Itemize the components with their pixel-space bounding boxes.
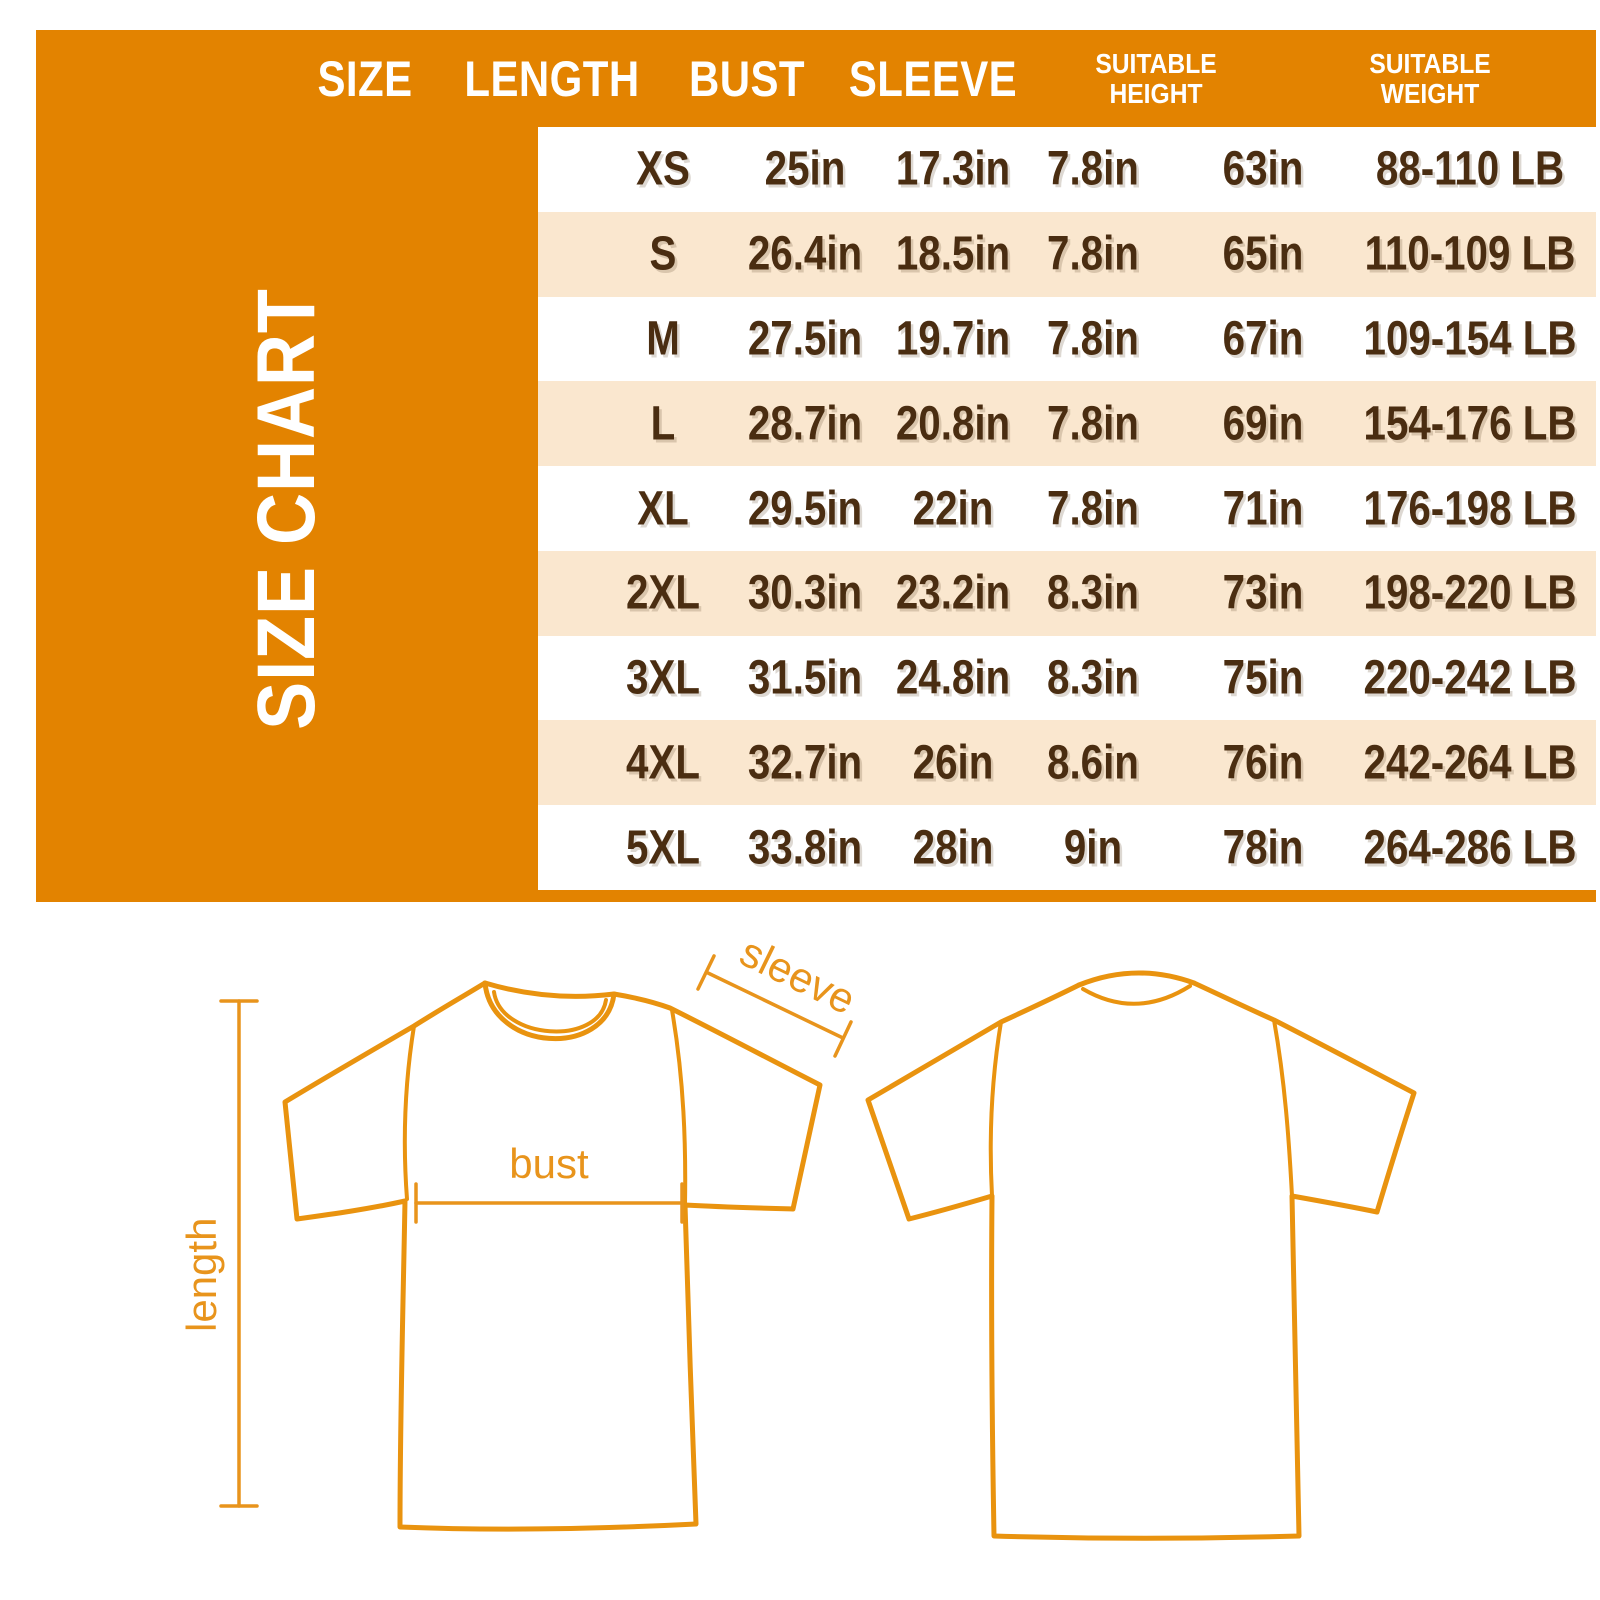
cell-bust: 20.8in	[895, 397, 1010, 451]
header-label: BUST	[689, 50, 806, 107]
tshirt-back-diagram	[868, 973, 1414, 1538]
table-row-L	[538, 381, 1596, 466]
length-measure	[178, 1001, 257, 1506]
tshirt-front-armhole-left	[405, 1026, 414, 1199]
table-row-5XL	[538, 805, 1596, 890]
length-label: length	[178, 1217, 225, 1332]
cell-sleeve: 9in	[1064, 821, 1123, 875]
cell-bust: 18.5in	[895, 227, 1010, 281]
tshirt-front-diagram	[285, 983, 820, 1529]
cell-suitable-height: 76in	[1222, 736, 1304, 790]
cell-sleeve: 8.6in	[1047, 736, 1140, 790]
tshirt-back-armhole-left	[991, 1022, 1001, 1196]
table-row-2XL	[538, 551, 1596, 636]
tshirt-back-armhole-right	[1274, 1020, 1292, 1196]
header-suitable-weight	[1361, 48, 1499, 108]
cell-sleeve: 8.3in	[1047, 566, 1140, 620]
cell-length: 32.7in	[747, 736, 862, 790]
sleeve-label: sleeve	[733, 927, 863, 1024]
cell-bust: 23.2in	[895, 566, 1010, 620]
table-row-S	[538, 212, 1596, 297]
cell-bust: 24.8in	[895, 651, 1010, 705]
header-length	[448, 50, 657, 108]
cell-suitable-height: 75in	[1222, 651, 1304, 705]
cell-length: 29.5in	[747, 482, 862, 536]
cell-sleeve: 7.8in	[1047, 227, 1140, 281]
cell-size: 3XL	[625, 651, 700, 705]
cell-bust: 28in	[912, 821, 994, 875]
cell-suitable-weight: 176-198 LB	[1363, 482, 1577, 536]
tshirt-back-neckline	[1079, 973, 1194, 985]
cell-length: 30.3in	[747, 566, 862, 620]
cell-sleeve: 7.8in	[1047, 312, 1140, 366]
table-row-XL	[538, 466, 1596, 551]
cell-suitable-weight: 242-264 LB	[1363, 736, 1577, 790]
cell-length: 28.7in	[747, 397, 862, 451]
cell-size: 4XL	[625, 736, 700, 790]
tshirt-front-armhole-right	[672, 1010, 685, 1205]
sleeve-measure-cap-right	[835, 1022, 851, 1056]
header-label: HEIGHT	[1109, 77, 1203, 109]
size-table-rows	[538, 127, 1596, 890]
cell-size: 5XL	[625, 821, 700, 875]
header-size	[308, 50, 421, 108]
cell-suitable-height: 63in	[1222, 142, 1304, 196]
table-row-3XL	[538, 636, 1596, 721]
header-bust	[678, 50, 816, 108]
cell-size: XL	[637, 482, 689, 536]
sleeve-measure-cap-left	[698, 956, 714, 989]
cell-size: L	[650, 397, 676, 451]
cell-bust: 26in	[912, 736, 994, 790]
cell-suitable-height: 69in	[1222, 397, 1304, 451]
size-chart-title: SIZE CHART	[241, 287, 332, 730]
cell-bust: 19.7in	[895, 312, 1010, 366]
cell-length: 26.4in	[747, 227, 862, 281]
cell-size: M	[646, 312, 680, 366]
cell-suitable-weight: 198-220 LB	[1363, 566, 1577, 620]
cell-suitable-weight: 110-109 LB	[1364, 227, 1576, 281]
cell-bust: 22in	[912, 482, 994, 536]
cell-suitable-weight: 109-154 LB	[1363, 312, 1577, 366]
tshirt-back-outline	[868, 983, 1414, 1538]
cell-sleeve: 8.3in	[1047, 651, 1140, 705]
header-label: LENGTH	[464, 50, 640, 107]
cell-suitable-height: 78in	[1222, 821, 1304, 875]
cell-sleeve: 7.8in	[1047, 142, 1140, 196]
header-label: SLEEVE	[848, 50, 1018, 107]
cell-bust: 17.3in	[895, 142, 1010, 196]
cell-suitable-weight: 88-110 LB	[1375, 142, 1565, 196]
cell-sleeve: 7.8in	[1047, 482, 1140, 536]
table-header-row	[36, 30, 1596, 127]
table-row-XS	[538, 127, 1596, 212]
cell-length: 27.5in	[747, 312, 862, 366]
cell-length: 25in	[764, 142, 845, 196]
size-chart-title-sidebar	[36, 127, 538, 890]
cell-suitable-height: 73in	[1222, 566, 1304, 620]
header-label: SUITABLE	[1095, 47, 1217, 79]
cell-suitable-height: 71in	[1222, 482, 1304, 536]
cell-size: 2XL	[625, 566, 700, 620]
table-row-4XL	[538, 720, 1596, 805]
cell-suitable-weight: 264-286 LB	[1363, 821, 1577, 875]
tshirt-measurement-diagram	[0, 900, 1600, 1600]
cell-size: S	[649, 227, 677, 281]
size-chart-panel	[36, 30, 1596, 902]
cell-length: 33.8in	[747, 821, 862, 875]
cell-suitable-weight: 154-176 LB	[1363, 397, 1577, 451]
cell-suitable-height: 67in	[1222, 312, 1304, 366]
tshirt-front-back-neckline	[485, 983, 614, 996]
cell-sleeve: 7.8in	[1047, 397, 1140, 451]
bust-label: bust	[509, 1140, 589, 1187]
header-label: SIZE	[317, 50, 413, 107]
bust-measure	[416, 1140, 682, 1222]
cell-size: XS	[635, 142, 690, 196]
tshirt-front-outline	[285, 983, 820, 1529]
cell-suitable-weight: 220-242 LB	[1363, 651, 1577, 705]
tshirt-back-collar-band	[1083, 986, 1190, 1004]
header-suitable-height	[1087, 48, 1225, 108]
cell-suitable-height: 65in	[1222, 227, 1304, 281]
header-label: SUITABLE	[1369, 47, 1491, 79]
header-sleeve	[833, 50, 1033, 108]
cell-length: 31.5in	[747, 651, 862, 705]
header-label: WEIGHT	[1380, 77, 1480, 109]
table-row-M	[538, 297, 1596, 382]
